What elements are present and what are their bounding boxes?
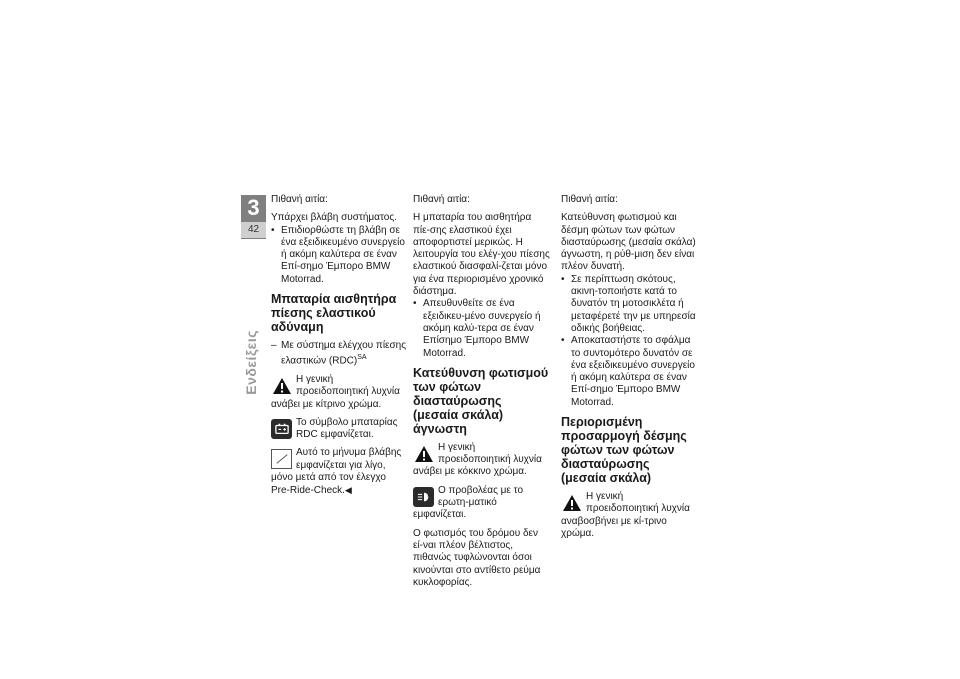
warning-triangle-icon (271, 376, 292, 396)
warning-paragraph (271, 374, 407, 411)
warning-paragraph (561, 491, 698, 540)
message-paragraph (271, 447, 407, 497)
dash-item-text: Με σύστημα ελέγχου πίεσης ελαστικών (RDC) (281, 340, 407, 367)
cause-text: Κατεύθυνση φωτισμού και δέσμη φώτων των φώτων διασταύρωσης (μεσαία σκάλα) άγνωστη, η ρύθ-μιση δεν είναι πλέον δυνατή. (561, 212, 696, 273)
sa-superscript: SA (357, 354, 367, 362)
page-number: 42 (241, 222, 266, 238)
bullet-item: • Αποκαταστήστε το σφάλμα το συντομότερο δυνατόν σε ένα εξειδικευμένο συνεργείο ή ακόμη καλύτερα σε έναν Επί-σημο Έμπορο BMW Motorrad. (561, 335, 698, 409)
warning-paragraph (413, 442, 550, 479)
chapter-number: 3 (247, 195, 260, 220)
bullet-list (271, 225, 407, 286)
headlight-paragraph (413, 485, 550, 522)
warning-triangle-icon (413, 444, 434, 464)
dash-list (271, 340, 407, 368)
warning-triangle-icon (561, 493, 582, 513)
bullet-item: • Σε περίπτωση σκότους, ακινη-τοποιήστε κατά το δυνατόν τη μοτοσικλέτα ή μεταφέρετέ την με υπηρεσία οδικής βοήθειας. (561, 274, 698, 335)
column-1 (271, 194, 407, 504)
column-2 (413, 194, 550, 595)
chapter-tab (241, 195, 266, 239)
warning-text: Η γενική προειδοποιητική λυχνία ανάβει με κίτρινο χρώμα. (271, 374, 400, 410)
section-heading: Κατεύθυνση φωτισμού των φώτων διασταύρωσης (μεσαία σκάλα) άγνωστη (413, 365, 549, 436)
rdc-battery-icon (271, 419, 292, 439)
headlight-question-icon (413, 487, 434, 507)
section-heading: Περιορισμένη προσαρμογή δέσμης φώτων των φώτων διασταύρωσης (μεσαία σκάλα) (561, 415, 687, 486)
column-3 (561, 194, 698, 546)
chapter-title: Ενδείξεις (243, 330, 259, 395)
bullet-item: • Επιδιορθώστε τη βλάβη σε ένα εξειδικευμένο συνεργείο ή ακόμη καλύτερα σε έναν Επί-σημο Έμπορο BMW Motorrad. (271, 225, 407, 286)
cause-text: Η μπαταρία του αισθητήρα πίε-σης ελαστικού έχει αποφορτιστεί μερικώς. Η λειτουργία του ελέγ-χου πίεσης ελαστικού διασφαλί-ζεται μόνο για ένα περιορισμένο χρονικό διάστημα. (413, 212, 550, 298)
warning-text: Η γενική προειδοποιητική λυχνία ανάβει με κόκκινο χρώμα. (413, 441, 542, 478)
cause-label: Πιθανή αιτία: (271, 194, 328, 205)
battery-text: Το σύμβολο μπαταρίας RDC εμφανίζεται. (296, 416, 398, 441)
cause-label: Πιθανή αιτία: (413, 194, 470, 205)
bullet-list (561, 274, 698, 409)
display-message-icon (271, 449, 292, 469)
cause-text: Υπάρχει βλάβη συστήματος. (271, 212, 397, 224)
end-mark-icon: ◀ (344, 485, 352, 496)
section-heading: Μπαταρία αισθητήρα πίεσης ελαστικού αδύναμη (271, 292, 397, 335)
cause-label: Πιθανή αιτία: (561, 194, 618, 205)
bullet-list (413, 298, 550, 359)
battery-paragraph (271, 417, 407, 442)
dash-item (271, 340, 407, 368)
warning-text: Η γενική προειδοποιητική λυχνία αναβοσβήνει με κί-τρινο χρώμα. (561, 491, 690, 539)
message-text: Αυτό το μήνυμα βλάβης εμφανίζεται για λίγο, μόνο μετά από τον έλεγχο Pre-Ride-Check. (271, 447, 402, 497)
note-text: Ο φωτισμός του δρόμου δεν εί-ναι πλέον βέλτιστος, πιθανώς τυφλώνονται όσοι κινούνται στο αντίθετο ρεύμα κυκλοφορίας. (413, 527, 541, 588)
svg-text:?: ? (426, 494, 431, 502)
bullet-item: • Απευθυνθείτε σε ένα εξειδικευ-μένο συνεργείο ή ακόμη καλύ-τερα σε έναν Επίσημο Έμπορο BMW Motorrad. (413, 298, 550, 359)
headlight-text: Ο προβολέας με το ερωτη-ματικό εμφανίζεται. (413, 484, 524, 521)
